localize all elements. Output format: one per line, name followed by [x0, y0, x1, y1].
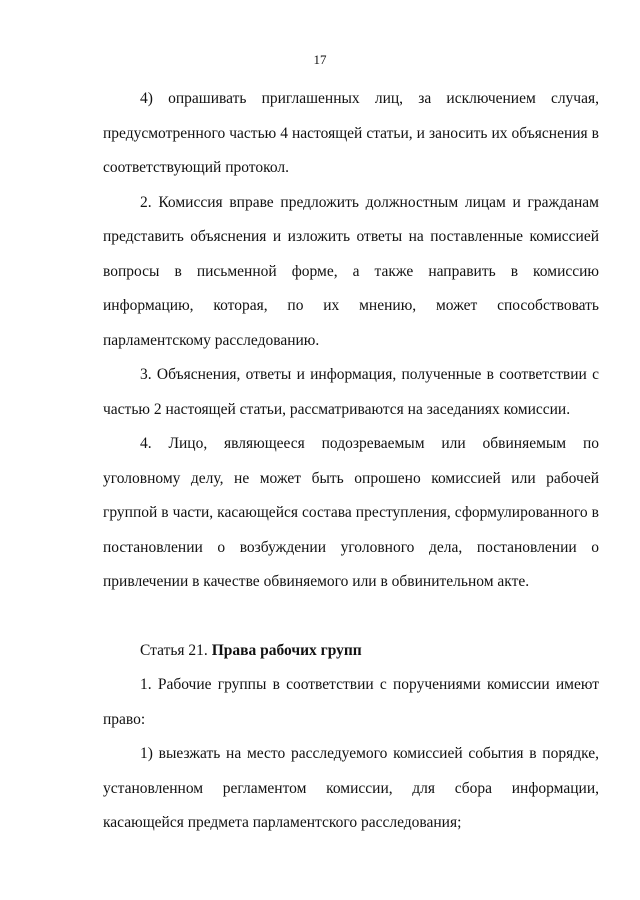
paragraph-part-3: 3. Объяснения, ответы и информация, полученные в соответствии с частью 2 настоящей статьи, рассматриваются на заседаниях комиссии. — [103, 366, 599, 418]
paragraph-item-4: 4) опрашивать приглашенных лиц, за исключением случая, предусмотренного частью 4 настоящей статьи, и заносить их объяснения в соответствующий протокол. — [103, 90, 599, 176]
page-number: 17 — [313, 52, 327, 67]
paragraph-part-4: 4. Лицо, являющееся подозреваемым или обвиняемым по уголовному делу, не может быть опрошено комиссией или рабочей группой в части, касающейся состава преступления, сформулированного в постановлении о возбуждении уголовного дела, постановлении о привлечении в качестве обвиняемого или в обвинительном акте. — [103, 435, 599, 590]
article-heading — [103, 634, 599, 669]
section-spacer — [103, 600, 599, 634]
paragraph-article21-item-1: 1) выезжать на место расследуемого комиссией события в порядке, установленном регламентом комиссии, для сбора информации, касающейся предмета парламентского расследования; — [103, 745, 599, 831]
paragraph-article21-part-1: 1. Рабочие группы в соответствии с поручениями комиссии имеют право: — [103, 676, 599, 728]
document-body — [103, 82, 599, 841]
paragraph-part-2: 2. Комиссия вправе предложить должностным лицам и гражданам представить объяснения и изложить ответы на поставленные комиссией вопросы в письменной форме, а также направить в комиссию информацию, которая, по их мнению, может способствовать парламентскому расследованию. — [103, 193, 599, 349]
article-prefix: Статья 21. — [140, 641, 208, 659]
article-title: Права рабочих групп — [211, 641, 362, 659]
